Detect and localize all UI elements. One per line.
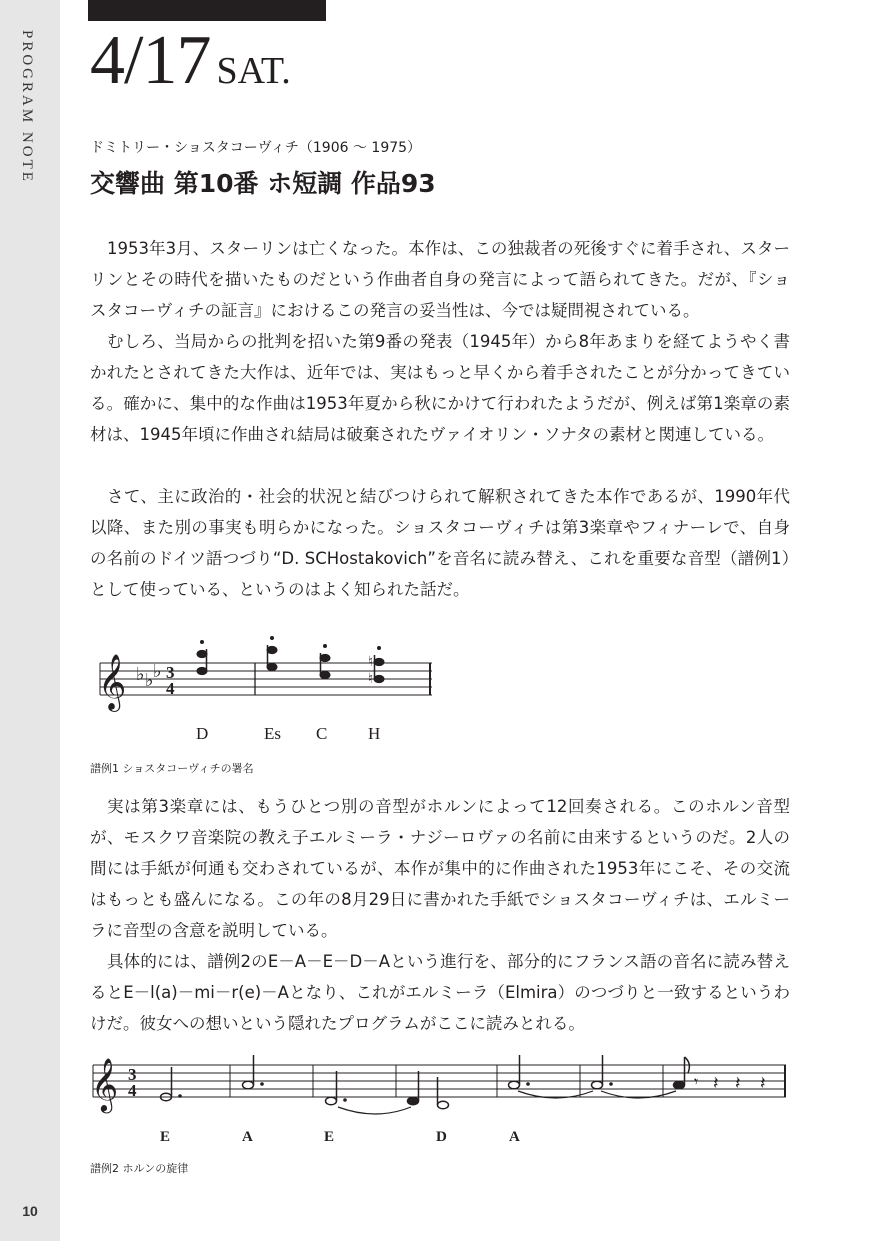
- note-name: D: [436, 1129, 447, 1145]
- flat-icon: ♭: [153, 661, 162, 682]
- header-bar: [88, 0, 326, 21]
- eighth-rest-icon: 𝄾: [694, 1072, 699, 1091]
- example-2-caption: 譜例2 ホルンの旋律: [90, 1162, 189, 1175]
- note-name: D: [196, 724, 209, 743]
- time-signature-top: 3: [166, 663, 175, 682]
- music-example-1: [92, 625, 442, 750]
- quarter-rest-icon: 𝄽: [760, 1073, 766, 1094]
- note-name: C: [316, 724, 328, 743]
- note-name: A: [509, 1129, 520, 1145]
- paragraph: 具体的には、譜例2のE－A－E－D－Aという進行を、部分的にフランス語の音名に読み替えるとE－l(a)－mi－r(e)－Aとなり、これがエルミーラ（Elmira）のつづりと一致するというわけだ。彼女への想いという隠れたプログラムがここに読みとれる。: [90, 952, 790, 1033]
- paragraph: むしろ、当局からの批判を招いた第9番の発表（1945年）から8年あまりを経てようやく書かれたとされてきた大作は、近年では、実はもっと早くから着手されたことが分かってきている。確かに、集中的な作曲は1953年夏から秋にかけて行われたようだが、例えば第1楽章の素材は、1945年頃に作曲され結局は破棄されたヴァイオリン・ソナタの素材と関連している。: [90, 332, 790, 444]
- composer-name: ドミトリー・ショスタコーヴィチ（1906 ～ 1975）: [90, 140, 422, 156]
- time-signature-bottom: 4: [166, 679, 175, 698]
- paragraph: 実は第3楽章には、もうひとつ別の音型がホルンによって12回奏される。このホルン音型が、モスクワ音楽院の教え子エルミーラ・ナジーロヴァの名前に由来するというのだ。2人の間には手紙が何通も交わされているが、本作が集中的に作曲された1953年にこそ、その交流はもっとも盛んになる。この年の8月29日に書かれた手紙でショスタコーヴィチは、エルミーラに音型の含意を説明している。: [90, 797, 790, 940]
- note-name: E: [160, 1129, 171, 1145]
- quarter-rest-icon: 𝄽: [713, 1073, 719, 1094]
- quarter-rest-icon: 𝄽: [735, 1073, 741, 1094]
- sidebar: [0, 0, 60, 1241]
- work-title: 交響曲 第10番 ホ短調 作品93: [90, 169, 436, 198]
- natural-icon: ♮: [368, 671, 374, 687]
- date-day: SAT.: [216, 50, 291, 92]
- note-name: E: [324, 1129, 335, 1145]
- flat-icon: ♭: [145, 670, 154, 691]
- flat-icon: ♭: [136, 664, 145, 685]
- sidebar-label: PROGRAM NOTE: [19, 30, 35, 184]
- note-name: A: [242, 1129, 253, 1145]
- music-example-2: [88, 1045, 793, 1150]
- paragraph: さて、主に政治的・社会的状況と結びつけられて解釈されてきた本作であるが、1990年代以降、また別の事実も明らかになった。ショスタコーヴィチは第3楽章やフィナーレで、自身の名前のドイツ語つづり“D. SCHostakovich”を音名に読み替え、これを重要な音型（譜例1）として使っている、というのはよく知られた話だ。: [90, 487, 790, 599]
- paragraph: 1953年3月、スターリンは亡くなった。本作は、この独裁者の死後すぐに着手され、スターリンとその時代を描いたものだという作曲者自身の発言によって語られてきた。だが、『ショスタコーヴィチの証言』におけるこの発言の妥当性は、今では疑問視されている。: [90, 239, 790, 320]
- treble-clef-icon: 𝄞: [98, 654, 127, 710]
- example-1-caption: 譜例1 ショスタコーヴィチの署名: [90, 762, 254, 775]
- note-name: H: [368, 724, 381, 743]
- time-signature-bottom: 4: [128, 1081, 137, 1100]
- time-signature-top: 3: [128, 1065, 137, 1084]
- note-name: Es: [264, 724, 281, 743]
- natural-icon: ♮: [368, 654, 374, 670]
- page-number: 10: [22, 1203, 38, 1219]
- date-number: 4/17: [90, 22, 211, 99]
- concert-date: [90, 22, 291, 106]
- treble-clef-icon: 𝄞: [91, 1057, 119, 1111]
